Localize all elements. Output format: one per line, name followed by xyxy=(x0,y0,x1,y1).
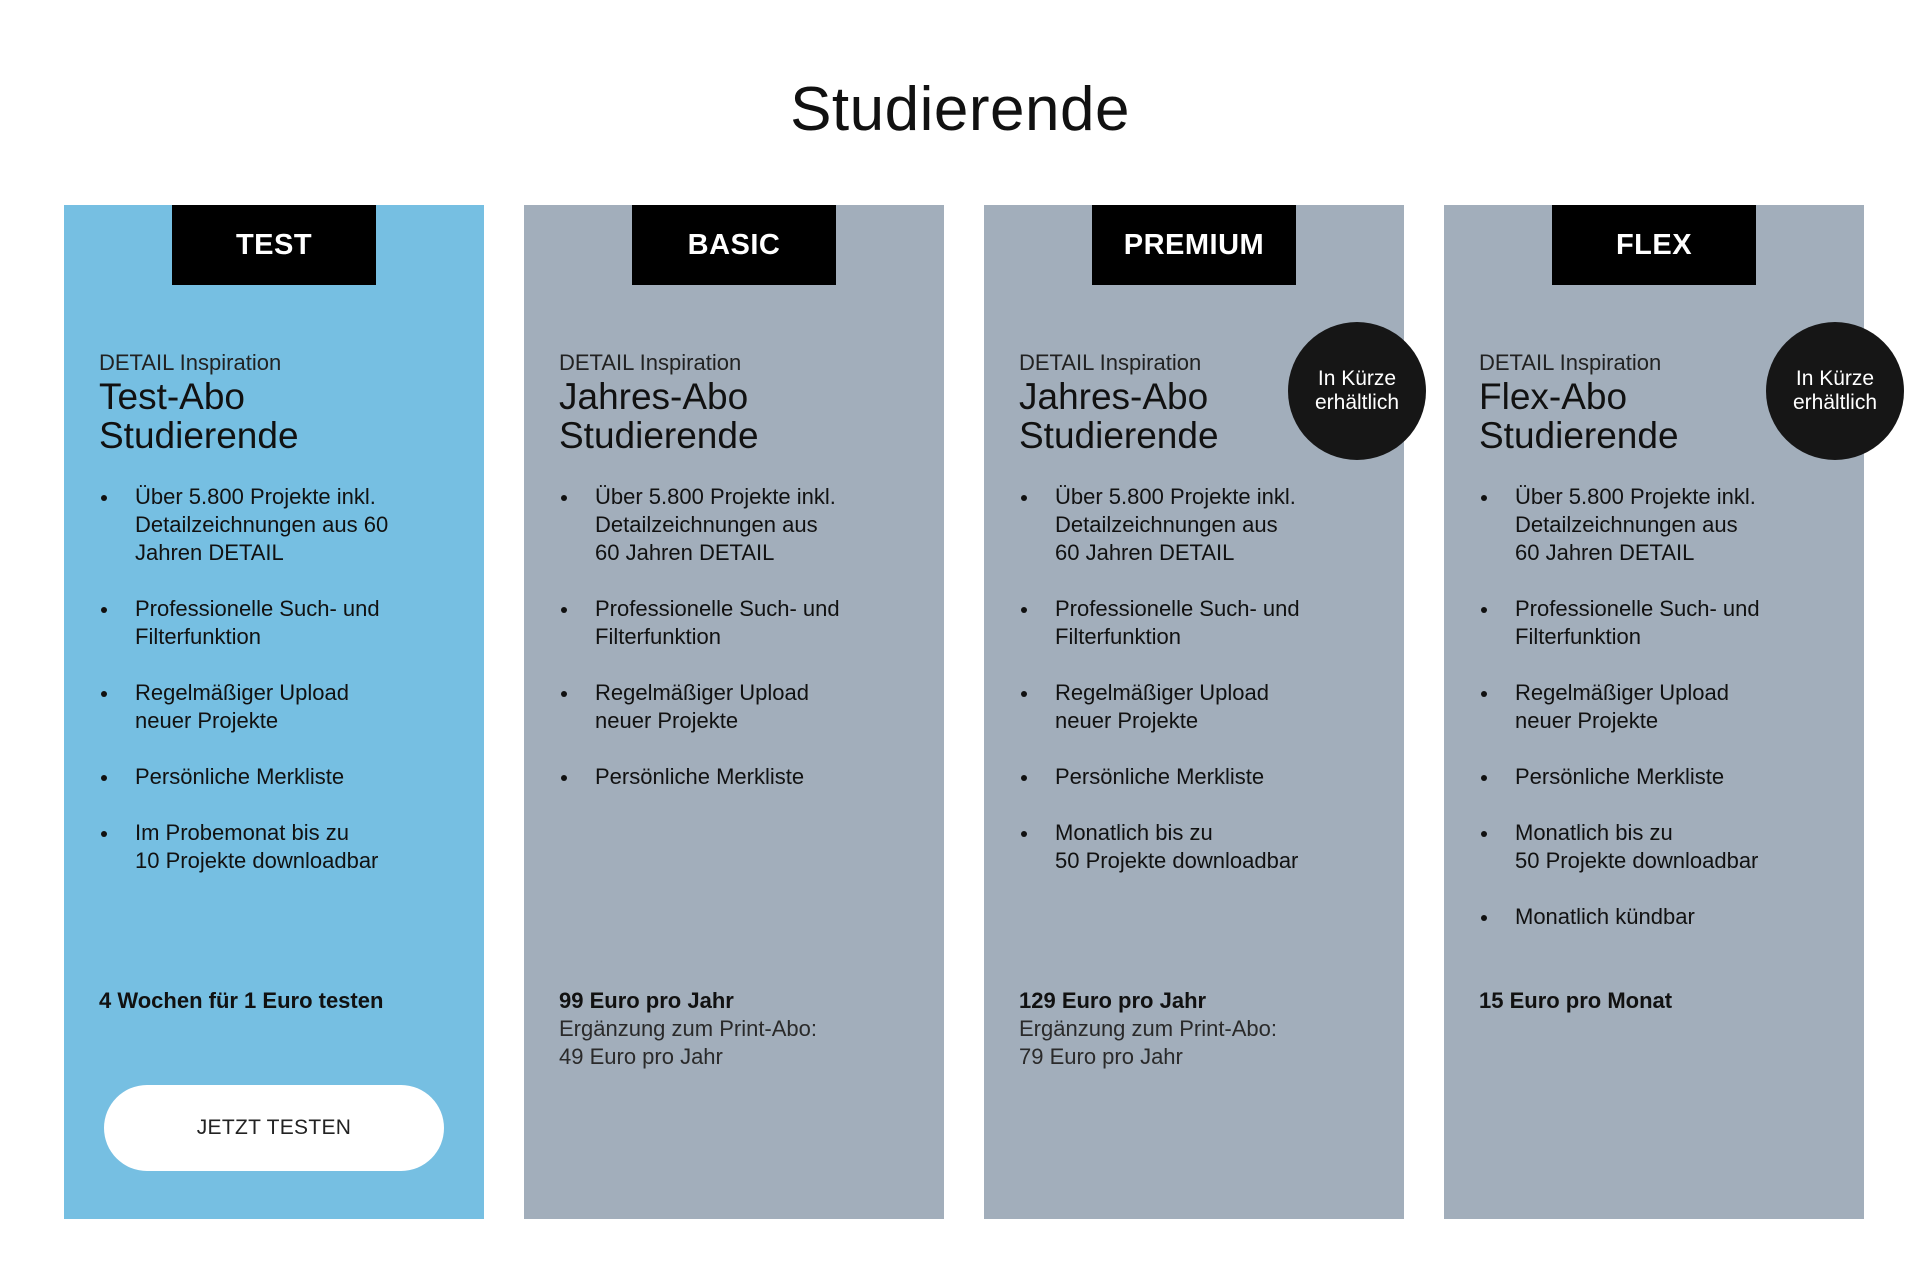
coming-soon-badge: In Kürze erhältlich xyxy=(1288,322,1426,460)
plan-card-basic xyxy=(524,205,944,1219)
product-name-line-2: Studierende xyxy=(1019,415,1219,456)
product-name xyxy=(559,377,859,455)
feature-item: Persönliche Merkliste xyxy=(99,763,439,791)
price-note: Ergänzung zum Print-Abo: 79 Euro pro Jahr xyxy=(1019,1016,1278,1069)
feature-item: Regelmäßiger Upload neuer Projekte xyxy=(99,679,439,735)
price-block xyxy=(559,987,919,1071)
coming-soon-badge: In Kürze erhältlich xyxy=(1766,322,1904,460)
product-name-line-1: Flex-Abo xyxy=(1479,376,1628,417)
feature-item: Über 5.800 Projekte inkl. Detailzeichnungen aus 60 Jahren DETAIL xyxy=(559,483,899,567)
page-title: Studierende xyxy=(790,75,1130,144)
product-line: DETAIL Inspiration xyxy=(559,350,742,375)
feature-item: Im Probemonat bis zu 10 Projekte downloadbar xyxy=(99,819,439,875)
price-note: Ergänzung zum Print-Abo: 49 Euro pro Jahr xyxy=(559,1016,818,1069)
feature-item: Über 5.800 Projekte inkl. Detailzeichnungen aus 60 Jahren DETAIL xyxy=(1019,483,1359,567)
feature-item: Monatlich kündbar xyxy=(1479,903,1819,931)
price-block xyxy=(99,987,459,1015)
product-name-line-2: Studierende xyxy=(1479,415,1679,456)
price: 99 Euro pro Jahr xyxy=(559,988,734,1013)
product-line: DETAIL Inspiration xyxy=(1479,350,1662,375)
tier-tab: PREMIUM xyxy=(1092,205,1296,285)
product-name-line-1: Jahres-Abo xyxy=(1019,376,1209,417)
feature-item: Professionelle Such- und Filterfunktion xyxy=(559,595,899,651)
feature-item: Persönliche Merkliste xyxy=(559,763,899,791)
tier-tab: TEST xyxy=(172,205,376,285)
feature-item: Professionelle Such- und Filterfunktion xyxy=(1019,595,1359,651)
feature-item: Regelmäßiger Upload neuer Projekte xyxy=(1019,679,1359,735)
feature-item: Persönliche Merkliste xyxy=(1479,763,1819,791)
feature-item: Professionelle Such- und Filterfunktion xyxy=(1479,595,1819,651)
feature-list xyxy=(1019,483,1359,903)
feature-item: Über 5.800 Projekte inkl. Detailzeichnungen aus 60 Jahren DETAIL xyxy=(99,483,439,567)
feature-item: Persönliche Merkliste xyxy=(1019,763,1359,791)
price-block xyxy=(1019,987,1379,1071)
feature-item: Monatlich bis zu 50 Projekte downloadbar xyxy=(1479,819,1819,875)
product-name-line-1: Jahres-Abo xyxy=(559,376,749,417)
product-line: DETAIL Inspiration xyxy=(99,350,282,375)
feature-list xyxy=(1479,483,1819,959)
tier-tab: FLEX xyxy=(1552,205,1756,285)
feature-list xyxy=(99,483,439,903)
plan-card-premium xyxy=(984,205,1404,1219)
product-name xyxy=(1019,377,1319,455)
feature-item: Monatlich bis zu 50 Projekte downloadbar xyxy=(1019,819,1359,875)
product-name xyxy=(1479,377,1779,455)
product-name-line-2: Studierende xyxy=(559,415,759,456)
product-name-line-1: Test-Abo xyxy=(99,376,246,417)
feature-item: Regelmäßiger Upload neuer Projekte xyxy=(559,679,899,735)
try-now-button[interactable]: JETZT TESTEN xyxy=(104,1085,444,1171)
feature-list xyxy=(559,483,899,819)
feature-item: Professionelle Such- und Filterfunktion xyxy=(99,595,439,651)
product-name xyxy=(99,377,399,455)
price: 15 Euro pro Monat xyxy=(1479,988,1673,1013)
product-name-line-2: Studierende xyxy=(99,415,299,456)
plan-card-flex xyxy=(1444,205,1878,1219)
feature-item: Regelmäßiger Upload neuer Projekte xyxy=(1479,679,1819,735)
price: 129 Euro pro Jahr xyxy=(1019,988,1207,1013)
plan-card-test xyxy=(64,205,484,1219)
price-block xyxy=(1479,987,1839,1015)
price: 4 Wochen für 1 Euro testen xyxy=(99,988,384,1013)
product-line: DETAIL Inspiration xyxy=(1019,350,1202,375)
tier-tab: BASIC xyxy=(632,205,836,285)
feature-item: Über 5.800 Projekte inkl. Detailzeichnungen aus 60 Jahren DETAIL xyxy=(1479,483,1819,567)
